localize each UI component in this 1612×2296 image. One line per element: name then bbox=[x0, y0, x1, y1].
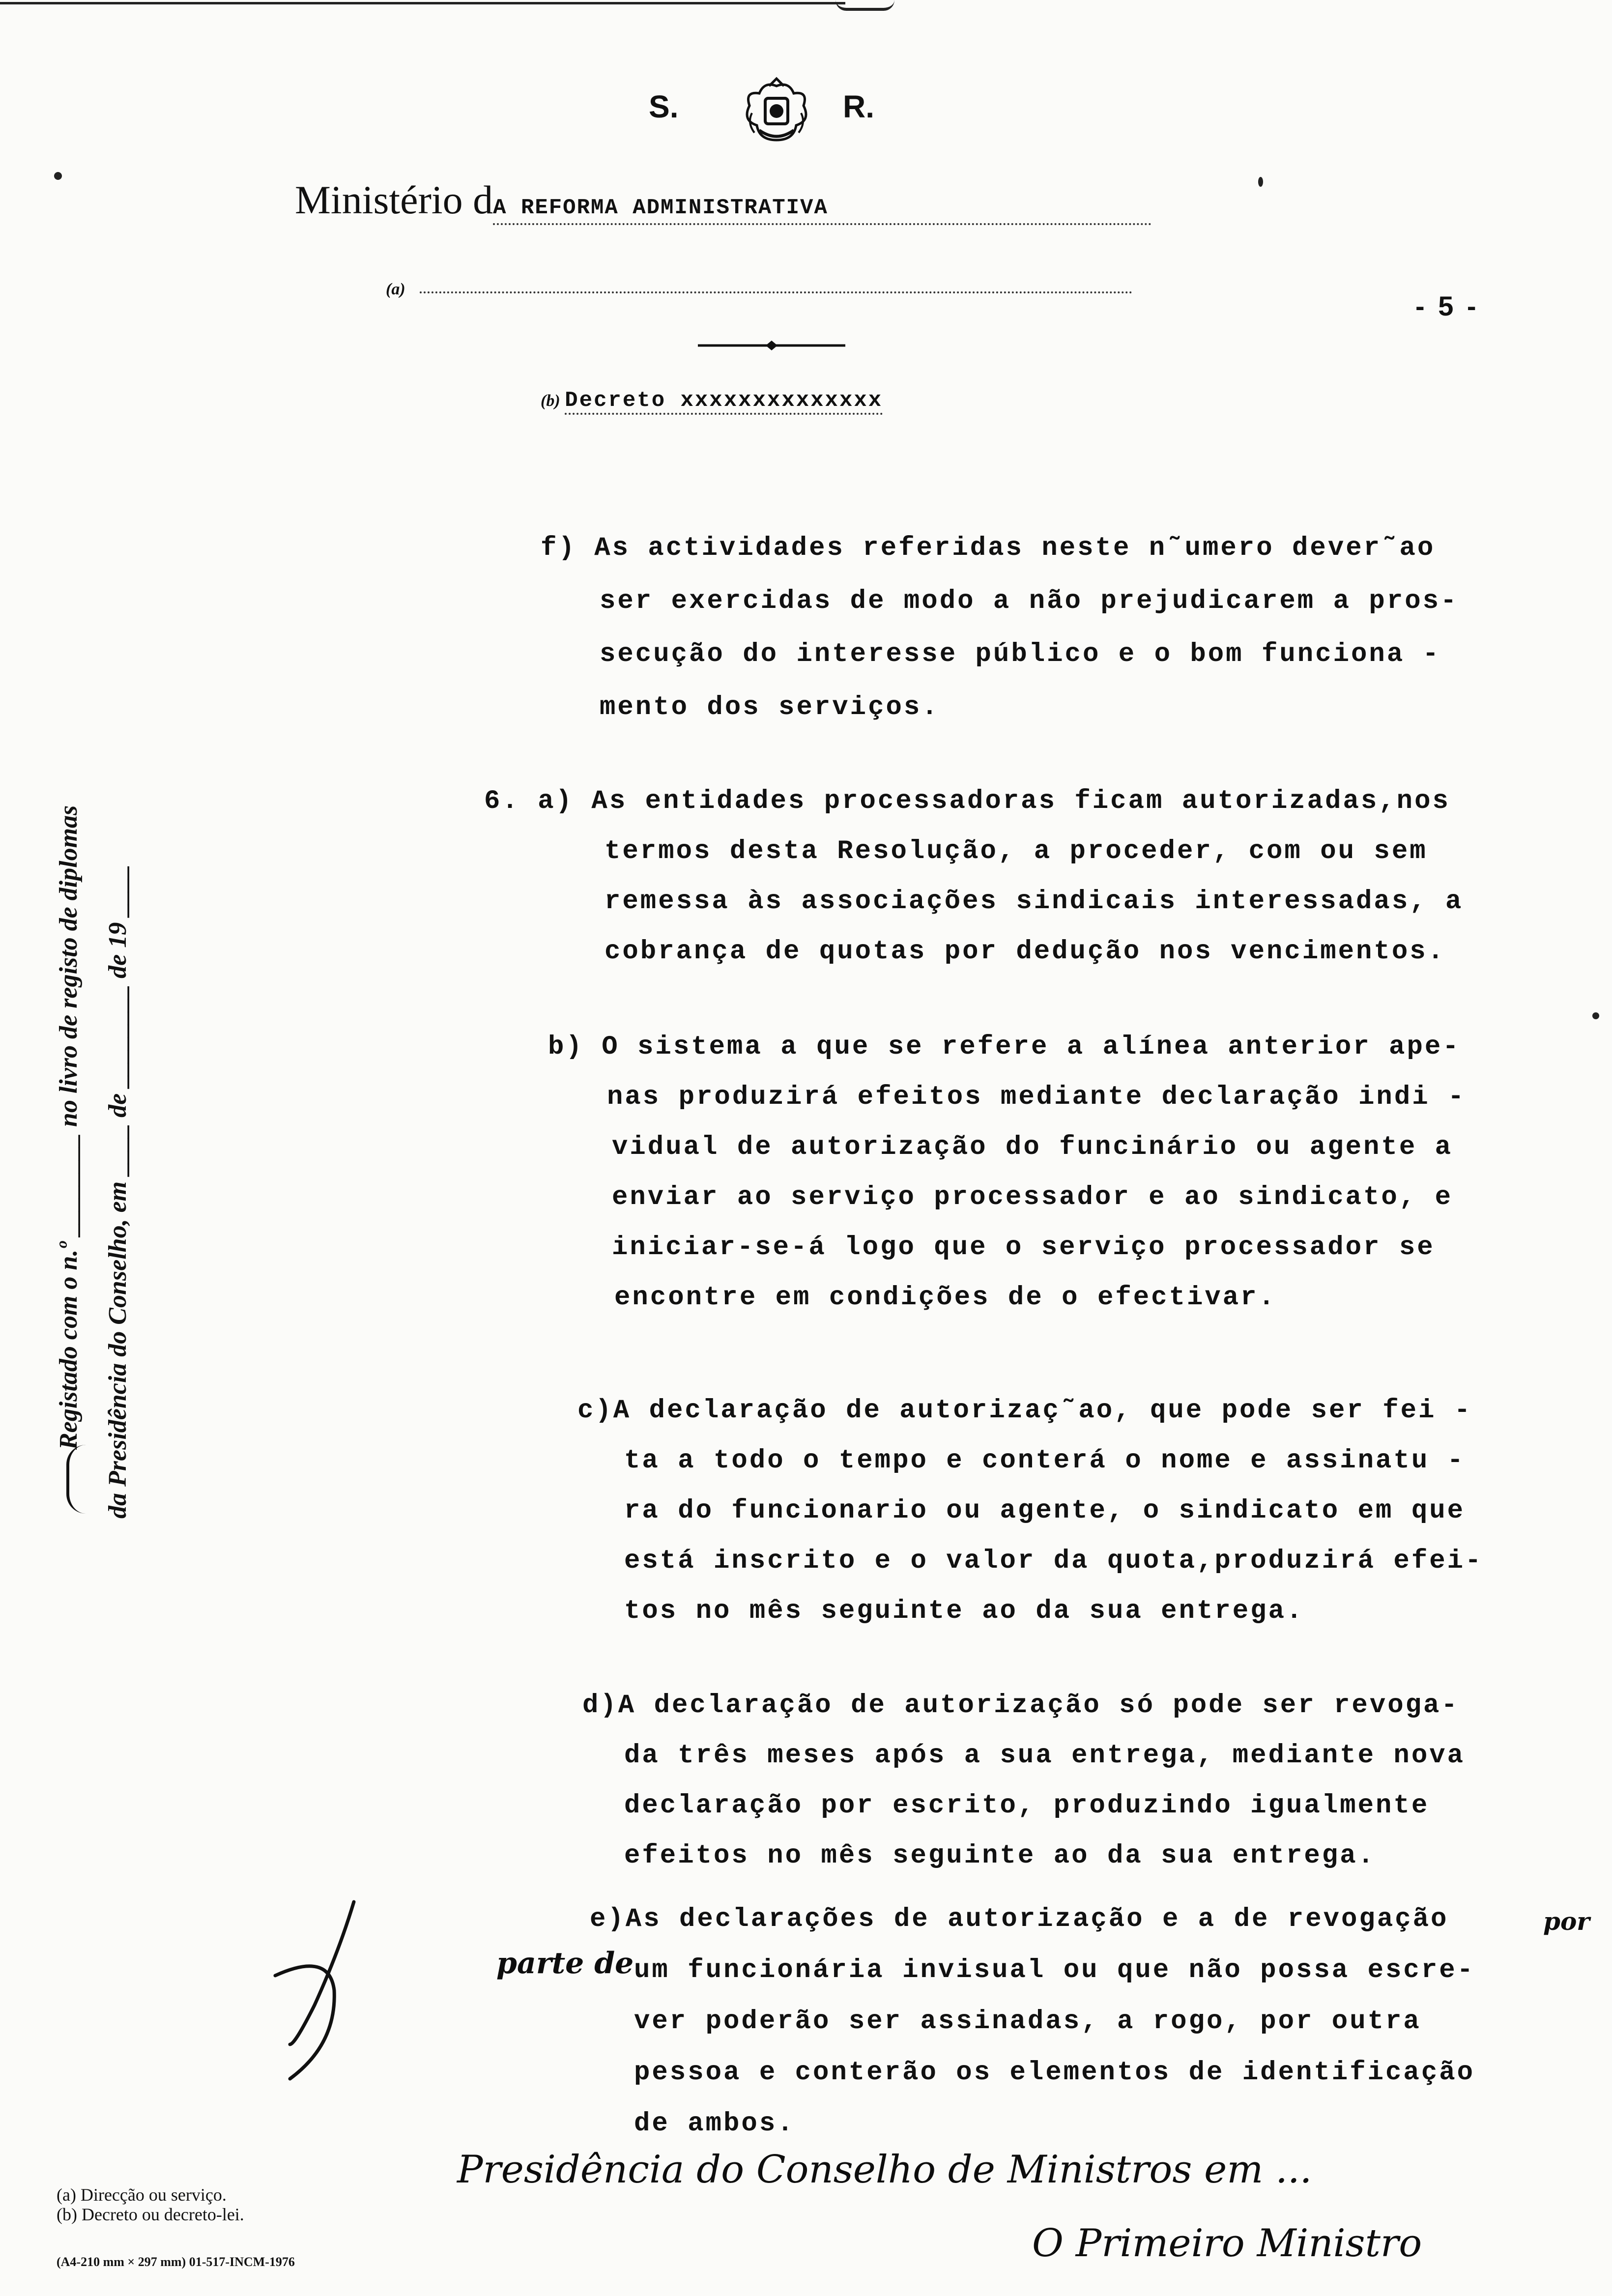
page-number: - 5 - bbox=[1415, 290, 1479, 321]
clause-c-line: tos no mês seguinte ao da sua entrega. bbox=[624, 1596, 1304, 1626]
handwritten-above-insert: por bbox=[1543, 1907, 1590, 1936]
handwritten-closing-line2: O Primeiro Ministro bbox=[1032, 2221, 1422, 2266]
clause-b-line: vidual de autorização do funcinário ou agente a bbox=[612, 1132, 1453, 1162]
clause-f bbox=[541, 533, 1458, 746]
clause-d bbox=[582, 1691, 1465, 1891]
ministerio-line bbox=[295, 177, 1151, 225]
clause-e bbox=[590, 1904, 1475, 2160]
clause-f-line: f) As actividades referidas neste n˜umero dever˜ao bbox=[541, 533, 1436, 563]
header-left-letter: S. bbox=[649, 89, 679, 124]
side-note-brace bbox=[66, 1445, 89, 1514]
clause-b-line: encontre em condições de o efectivar. bbox=[614, 1283, 1276, 1313]
clause-b-line: enviar ao serviço processador e ao sindicato, e bbox=[612, 1182, 1453, 1212]
coat-of-arms-icon bbox=[740, 76, 813, 150]
clause-d-line: declaração por escrito, produzindo igualmente bbox=[624, 1791, 1430, 1821]
clause-e-line: e)As declarações de autorização e a de revogação bbox=[590, 1904, 1449, 1934]
clause-e-line: ver poderão ser assinadas, a rogo, por outra bbox=[634, 2007, 1421, 2037]
side-note-line2: da Presidência do Conselho, em ____ de ________ de 19 ____ bbox=[104, 864, 132, 1519]
footnote-b: (b) Decreto ou decreto-lei. bbox=[57, 2205, 244, 2224]
clause-c-line: ta a todo o tempo e conterá o nome e assinatu - bbox=[624, 1446, 1466, 1476]
clause-f-line: mento dos serviços. bbox=[600, 692, 940, 722]
clause-b bbox=[548, 1032, 1466, 1333]
top-rule bbox=[0, 2, 845, 4]
ministerio-label: Ministério d bbox=[295, 177, 493, 222]
clause-e-line: de ambos. bbox=[634, 2109, 795, 2139]
field-a-label: (a) bbox=[386, 280, 405, 298]
clause-c-line: está inscrito e o valor da quota,produzirá efei- bbox=[624, 1546, 1483, 1576]
footnote-print-ref: (A4-210 mm × 297 mm) 01-517-INCM-1976 bbox=[57, 2255, 295, 2269]
field-a-dotline bbox=[420, 291, 1132, 293]
clause-b-line: b) O sistema a que se refere a alínea anterior ape- bbox=[548, 1032, 1461, 1062]
clause-e-line: pessoa e conterão os elementos de identificação bbox=[634, 2058, 1475, 2088]
field-b-value: Decreto xxxxxxxxxxxxxx bbox=[565, 388, 883, 415]
clause-6a-line: termos desta Resolução, a proceder, com ou sem bbox=[604, 836, 1428, 866]
clause-b-line: iniciar-se-á logo que o serviço processador se bbox=[612, 1233, 1435, 1263]
clause-c-line: c)A declaração de autorizaç˜ao, que pode ser fei - bbox=[577, 1396, 1472, 1426]
field-a bbox=[386, 280, 1132, 299]
scan-speck bbox=[1592, 1012, 1599, 1019]
top-rule-tail bbox=[835, 0, 894, 11]
clause-e-line: um funcionária invisual ou que não possa escre- bbox=[634, 1955, 1475, 1985]
clause-6a-line: 6. a) As entidades processadoras ficam autorizadas,nos bbox=[484, 786, 1450, 816]
clause-6a bbox=[484, 786, 1463, 987]
clause-c bbox=[577, 1396, 1483, 1646]
field-b bbox=[541, 388, 883, 413]
clause-6a-line: cobrança de quotas por dedução nos vencimentos. bbox=[604, 937, 1446, 967]
clause-b-line: nas produzirá efeitos mediante declaração indi - bbox=[607, 1082, 1466, 1112]
scan-speck bbox=[54, 172, 62, 180]
scan-speck bbox=[1258, 177, 1263, 187]
field-b-label: (b) bbox=[541, 392, 560, 410]
clause-f-line: secução do interesse público e o bom funciona - bbox=[600, 639, 1441, 669]
clause-c-line: ra do funcionario ou agente, o sindicato em que bbox=[624, 1496, 1466, 1526]
footnote-a: (a) Direcção ou serviço. bbox=[57, 2185, 227, 2205]
clause-d-line: da três meses após a sua entrega, mediante nova bbox=[624, 1741, 1466, 1771]
ministerio-fill: A REFORMA ADMINISTRATIVA bbox=[493, 196, 1151, 225]
diamond-divider bbox=[698, 338, 845, 355]
clause-d-line: d)A declaração de autorização só pode ser revoga- bbox=[582, 1691, 1459, 1721]
handwritten-initial-icon bbox=[256, 1897, 383, 2086]
side-note-line1: Registado com o n.º ________ no livro de registo de diplomas bbox=[55, 805, 83, 1450]
clause-d-line: efeitos no mês seguinte ao da sua entrega. bbox=[624, 1841, 1376, 1871]
clause-f-line: ser exercidas de modo a não prejudicarem a pros- bbox=[600, 586, 1459, 616]
handwritten-closing-line1: Presidência do Conselho de Ministros em ... bbox=[457, 2148, 1312, 2192]
clause-6a-line: remessa às associações sindicais interessadas, a bbox=[604, 887, 1464, 917]
handwritten-margin-insert: parte de bbox=[496, 1946, 634, 1980]
header-right-letter: R. bbox=[843, 89, 874, 124]
